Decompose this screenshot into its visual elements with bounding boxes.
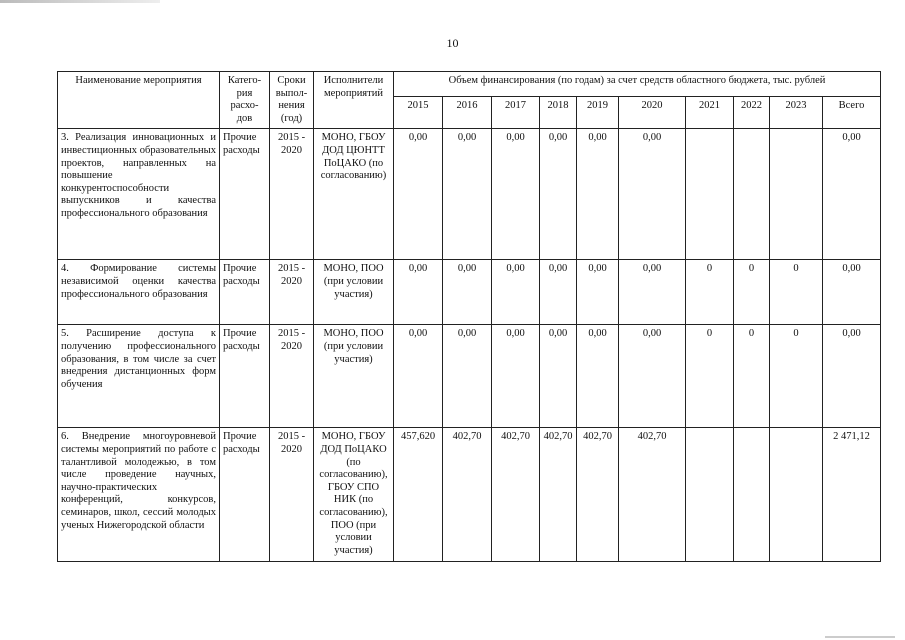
- header-year: 2019: [577, 97, 619, 129]
- row-value: 0,00: [443, 325, 492, 428]
- header-year: 2016: [443, 97, 492, 129]
- header-year: 2021: [686, 97, 734, 129]
- row-value: 402,70: [540, 428, 577, 562]
- page-number: 10: [446, 36, 459, 50]
- scan-artifact-bottom: [825, 636, 895, 638]
- row-category: Прочие расходы: [220, 260, 270, 325]
- row-name: 6. Внедрение многоуровневой системы мероприятий по работе с талантливой молодежью, в том числе проведение научных, научно-практических конференций, конкурсов, семинаров, школ, сессий молодых ученых Нижегородской области: [58, 428, 220, 562]
- row-term: 2015 - 2020: [270, 260, 314, 325]
- row-value: [686, 129, 734, 260]
- header-year: 2023: [770, 97, 823, 129]
- row-value: 457,620: [394, 428, 443, 562]
- header-row: [58, 72, 881, 97]
- row-name: 4. Формирование системы независимой оценки качества профессионального образования: [58, 260, 220, 325]
- header-category: Катего-рия расхо-дов: [220, 72, 270, 129]
- row-value: 402,70: [619, 428, 686, 562]
- row-value: 402,70: [577, 428, 619, 562]
- table-row: [58, 428, 881, 562]
- header-executors: Исполнители мероприятий: [314, 72, 394, 129]
- row-value: 0,00: [492, 260, 540, 325]
- row-total: 0,00: [823, 129, 881, 260]
- row-value: 402,70: [443, 428, 492, 562]
- row-value: 0,00: [394, 260, 443, 325]
- row-value: 0,00: [619, 129, 686, 260]
- row-value: 0,00: [492, 129, 540, 260]
- row-value: 0: [734, 260, 770, 325]
- table-row: [58, 325, 881, 428]
- row-value: 0,00: [443, 260, 492, 325]
- row-executors: МОНО, ПОО (при условии участия): [314, 325, 394, 428]
- row-value: 0,00: [394, 129, 443, 260]
- row-category: Прочие расходы: [220, 325, 270, 428]
- row-value: 0,00: [443, 129, 492, 260]
- row-category: Прочие расходы: [220, 428, 270, 562]
- row-value: 0,00: [492, 325, 540, 428]
- row-executors: МОНО, ПОО (при условии участия): [314, 260, 394, 325]
- row-value: [686, 428, 734, 562]
- row-value: 0,00: [577, 260, 619, 325]
- row-value: 0: [686, 260, 734, 325]
- row-value: 0: [770, 260, 823, 325]
- header-year: 2017: [492, 97, 540, 129]
- table-row: [58, 129, 881, 260]
- row-value: [770, 129, 823, 260]
- table-row: [58, 260, 881, 325]
- header-year: 2018: [540, 97, 577, 129]
- row-value: 0,00: [540, 325, 577, 428]
- row-executors: МОНО, ГБОУ ДОД ЦЮНТТ ПоЦАКО (по согласованию): [314, 129, 394, 260]
- row-value: [770, 428, 823, 562]
- row-value: 402,70: [492, 428, 540, 562]
- row-category: Прочие расходы: [220, 129, 270, 260]
- row-value: 0,00: [540, 260, 577, 325]
- row-total: 0,00: [823, 260, 881, 325]
- scan-artifact-top: [0, 0, 160, 3]
- row-name: 3. Реализация инновационных и инвестиционных образовательных проектов, направленных на повышение конкурентоспособности выпускников и качества профессионального образования: [58, 129, 220, 260]
- row-value: 0,00: [619, 260, 686, 325]
- row-value: 0,00: [394, 325, 443, 428]
- row-executors: МОНО, ГБОУ ДОД ПоЦАКО (по согласованию), ГБОУ СПО НИК (по согласованию), ПОО (при условии участия): [314, 428, 394, 562]
- row-value: 0: [770, 325, 823, 428]
- row-value: 0,00: [540, 129, 577, 260]
- row-value: 0: [686, 325, 734, 428]
- row-total: 0,00: [823, 325, 881, 428]
- funding-table: [57, 71, 881, 562]
- row-value: 0,00: [619, 325, 686, 428]
- row-term: 2015 - 2020: [270, 428, 314, 562]
- header-name: Наименование мероприятия: [58, 72, 220, 129]
- header-year: 2020: [619, 97, 686, 129]
- header-year: 2022: [734, 97, 770, 129]
- row-value: [734, 129, 770, 260]
- header-year: 2015: [394, 97, 443, 129]
- header-total: Всего: [823, 97, 881, 129]
- header-term: Сроки выпол-нения (год): [270, 72, 314, 129]
- row-value: 0,00: [577, 129, 619, 260]
- header-funding: Объем финансирования (по годам) за счет средств областного бюджета, тыс. рублей: [394, 72, 881, 97]
- row-name: 5. Расширение доступа к получению профессионального образования, в том числе за счет внедрения дистанционных форм обучения: [58, 325, 220, 428]
- row-term: 2015 - 2020: [270, 129, 314, 260]
- row-value: 0,00: [577, 325, 619, 428]
- row-value: 0: [734, 325, 770, 428]
- row-total: 2 471,12: [823, 428, 881, 562]
- row-term: 2015 - 2020: [270, 325, 314, 428]
- row-value: [734, 428, 770, 562]
